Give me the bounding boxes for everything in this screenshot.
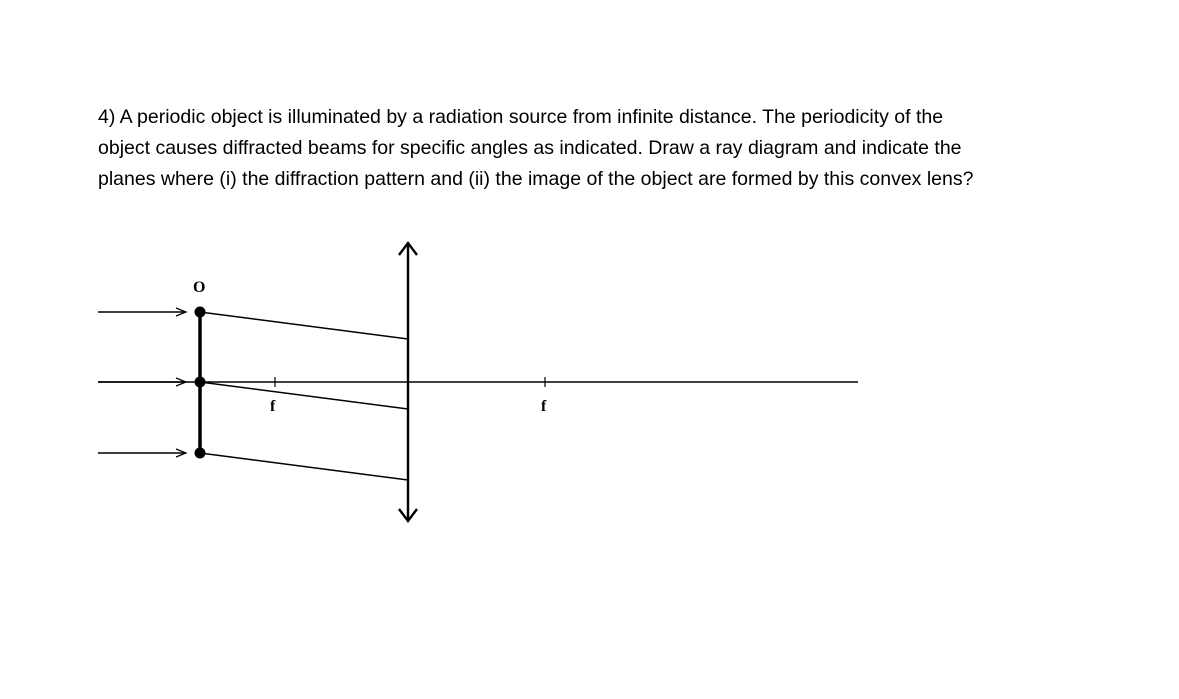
question-line-1: 4) A periodic object is illuminated by a radiation source from infinite distance. The periodicity of the	[98, 106, 944, 128]
question-line-3: planes where (i) the diffraction pattern and (ii) the image of the object are formed by this convex lens?	[98, 168, 974, 190]
diffracted-beam-bottom	[200, 453, 408, 480]
focal-label-left: f	[270, 398, 276, 415]
diffracted-beam-top	[200, 312, 408, 339]
diffracted-beam-middle	[200, 382, 408, 409]
focal-label-right: f	[541, 398, 547, 415]
object-label: O	[193, 279, 206, 296]
question-line-2: object causes diffracted beams for specific angles as indicated. Draw a ray diagram and indicate the	[98, 137, 962, 159]
